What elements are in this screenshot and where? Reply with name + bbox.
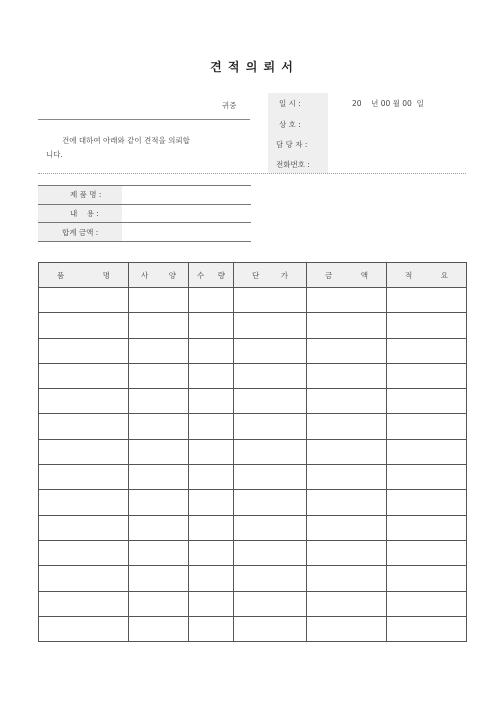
table-row [39, 616, 467, 641]
cell-item-name[interactable] [39, 515, 129, 540]
cell-unit-price[interactable] [234, 515, 307, 540]
cell-item-name[interactable] [39, 414, 129, 439]
table-row [39, 465, 467, 490]
table-row [39, 313, 467, 338]
cell-amount[interactable] [307, 439, 387, 464]
cell-quantity[interactable] [189, 515, 234, 540]
cell-quantity[interactable] [189, 439, 234, 464]
table-row [39, 414, 467, 439]
table-row [39, 515, 467, 540]
cell-quantity[interactable] [189, 490, 234, 515]
document-title: 견 적 의 뢰 서 [210, 60, 294, 74]
cell-amount[interactable] [307, 313, 387, 338]
cell-remarks[interactable] [387, 439, 467, 464]
cell-unit-price[interactable] [234, 439, 307, 464]
section-divider [38, 173, 466, 174]
cell-remarks[interactable] [387, 540, 467, 565]
cell-quantity[interactable] [189, 540, 234, 565]
items-table [38, 262, 467, 642]
table-row [39, 288, 467, 313]
cell-remarks[interactable] [387, 288, 467, 313]
cell-quantity[interactable] [189, 566, 234, 591]
request-text-line1: 건에 대하여 아래와 같이 견적을 의뢰합 [62, 136, 190, 145]
cell-unit-price[interactable] [234, 363, 307, 388]
table-header-row [39, 263, 467, 288]
cell-unit-price[interactable] [234, 288, 307, 313]
cell-item-name[interactable] [39, 288, 129, 313]
table-row [39, 389, 467, 414]
product-content-label: 내 용 : [70, 209, 99, 218]
table-row [39, 490, 467, 515]
cell-quantity[interactable] [189, 288, 234, 313]
product-line-2 [38, 222, 251, 223]
cell-spec[interactable] [129, 591, 189, 616]
cell-unit-price[interactable] [234, 591, 307, 616]
cell-remarks[interactable] [387, 566, 467, 591]
cell-quantity[interactable] [189, 414, 234, 439]
cell-spec[interactable] [129, 313, 189, 338]
cell-quantity[interactable] [189, 313, 234, 338]
cell-item-name[interactable] [39, 591, 129, 616]
cell-amount[interactable] [307, 338, 387, 363]
cell-unit-price[interactable] [234, 414, 307, 439]
date-label: 일 시 : [279, 99, 301, 108]
cell-remarks[interactable] [387, 515, 467, 540]
recipient-suffix: 귀중 [222, 101, 237, 110]
product-line-bottom [38, 241, 251, 242]
cell-remarks[interactable] [387, 363, 467, 388]
cell-unit-price[interactable] [234, 465, 307, 490]
cell-quantity[interactable] [189, 465, 234, 490]
table-row [39, 591, 467, 616]
cell-quantity[interactable] [189, 338, 234, 363]
header-spec: 사 양 [129, 263, 189, 288]
table-row [39, 540, 467, 565]
cell-spec[interactable] [129, 363, 189, 388]
cell-unit-price[interactable] [234, 313, 307, 338]
date-value: 20 년 00 월 00 일 [352, 99, 424, 108]
cell-amount[interactable] [307, 363, 387, 388]
request-text-line2: 니다. [46, 150, 63, 159]
cell-remarks[interactable] [387, 490, 467, 515]
cell-amount[interactable] [307, 288, 387, 313]
product-name-label: 제 품 명 : [70, 190, 102, 199]
cell-spec[interactable] [129, 490, 189, 515]
cell-remarks[interactable] [387, 591, 467, 616]
recipient-underline [38, 119, 250, 120]
cell-amount[interactable] [307, 540, 387, 565]
table-row [39, 439, 467, 464]
cell-amount[interactable] [307, 566, 387, 591]
header-item-name: 품 명 [39, 263, 129, 288]
cell-amount[interactable] [307, 414, 387, 439]
cell-spec[interactable] [129, 414, 189, 439]
cell-unit-price[interactable] [234, 389, 307, 414]
cell-remarks[interactable] [387, 389, 467, 414]
cell-amount[interactable] [307, 465, 387, 490]
header-quantity: 수 량 [189, 263, 234, 288]
cell-amount[interactable] [307, 515, 387, 540]
cell-quantity[interactable] [189, 591, 234, 616]
cell-spec[interactable] [129, 389, 189, 414]
cell-spec[interactable] [129, 515, 189, 540]
cell-quantity[interactable] [189, 616, 234, 641]
product-line-top [38, 185, 251, 186]
cell-quantity[interactable] [189, 363, 234, 388]
cell-remarks[interactable] [387, 616, 467, 641]
cell-item-name[interactable] [39, 566, 129, 591]
cell-quantity[interactable] [189, 389, 234, 414]
manager-label: 담 당 자 : [276, 140, 308, 149]
cell-spec[interactable] [129, 288, 189, 313]
cell-item-name[interactable] [39, 540, 129, 565]
cell-remarks[interactable] [387, 338, 467, 363]
product-line-1 [38, 204, 251, 205]
cell-unit-price[interactable] [234, 338, 307, 363]
cell-remarks[interactable] [387, 414, 467, 439]
cell-unit-price[interactable] [234, 616, 307, 641]
table-row [39, 338, 467, 363]
cell-item-name[interactable] [39, 338, 129, 363]
cell-item-name[interactable] [39, 465, 129, 490]
cell-remarks[interactable] [387, 465, 467, 490]
cell-unit-price[interactable] [234, 490, 307, 515]
cell-unit-price[interactable] [234, 566, 307, 591]
cell-amount[interactable] [307, 490, 387, 515]
cell-amount[interactable] [307, 616, 387, 641]
cell-amount[interactable] [307, 389, 387, 414]
company-label: 상 호 : [279, 120, 301, 129]
cell-unit-price[interactable] [234, 540, 307, 565]
cell-spec[interactable] [129, 439, 189, 464]
cell-remarks[interactable] [387, 313, 467, 338]
header-unit-price: 단 가 [234, 263, 307, 288]
cell-item-name[interactable] [39, 616, 129, 641]
cell-spec[interactable] [129, 566, 189, 591]
cell-spec[interactable] [129, 616, 189, 641]
phone-label: 전화번호 : [276, 160, 310, 169]
table-row [39, 363, 467, 388]
table-row [39, 566, 467, 591]
cell-item-name[interactable] [39, 490, 129, 515]
product-total-label: 합계 금액 : [62, 228, 99, 237]
cell-item-name[interactable] [39, 389, 129, 414]
cell-spec[interactable] [129, 465, 189, 490]
cell-item-name[interactable] [39, 439, 129, 464]
cell-item-name[interactable] [39, 313, 129, 338]
cell-item-name[interactable] [39, 363, 129, 388]
header-amount: 금 액 [307, 263, 387, 288]
cell-amount[interactable] [307, 591, 387, 616]
cell-spec[interactable] [129, 540, 189, 565]
cell-spec[interactable] [129, 338, 189, 363]
header-remarks: 적 요 [387, 263, 467, 288]
